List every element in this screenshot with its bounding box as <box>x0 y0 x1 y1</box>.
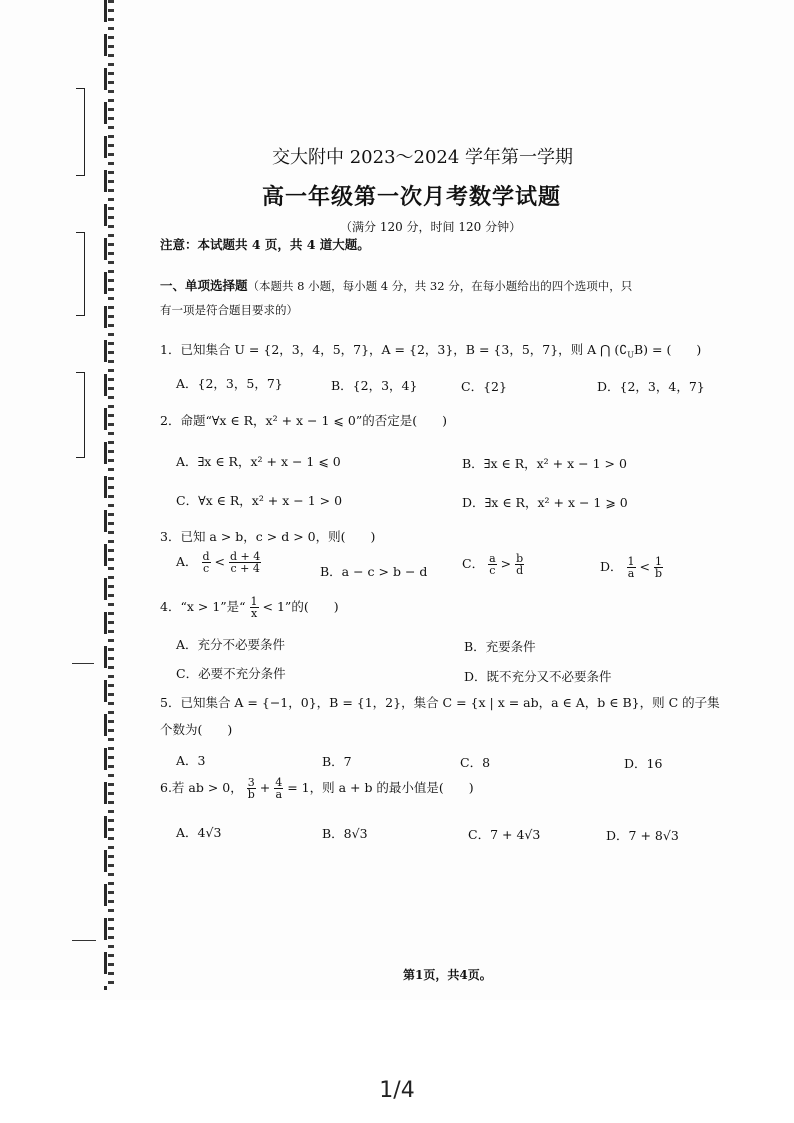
question-1-stem <box>160 340 701 360</box>
score-time-note: （满分 120 分，时间 120 分钟） <box>340 220 522 234</box>
q3-option-d[interactable] <box>600 556 663 579</box>
q6-stem-pre: 6.若 ab > 0， <box>160 780 243 795</box>
q4-option-c[interactable]: C．必要不充分条件 <box>176 666 286 681</box>
frac-num: 3 <box>247 776 255 789</box>
frac-num: 1 <box>627 555 635 568</box>
frac-num: 1 <box>654 555 662 568</box>
question-3-stem: 3．已知 a > b，c > d > 0，则( ) <box>160 529 376 544</box>
frac-den: b <box>247 788 255 801</box>
frac-num: b <box>516 552 524 565</box>
q6-plus: + <box>259 780 271 795</box>
q2-option-b[interactable]: B．∃x ∈ R，x² + x − 1 > 0 <box>462 456 627 471</box>
q6-option-c[interactable]: C．7 + 4√3 <box>468 827 541 842</box>
viewer-area <box>0 1000 794 1123</box>
q6-option-d[interactable]: D．7 + 8√3 <box>606 828 679 843</box>
binding-solid-line <box>104 0 107 990</box>
frac-den: b <box>654 567 663 580</box>
q6-option-a[interactable]: A．4√3 <box>176 825 222 840</box>
q5-option-d[interactable]: D．16 <box>624 756 663 771</box>
frac-num: 1 <box>250 595 258 608</box>
exam-title: 高一年级第一次月考数学试题 <box>262 184 562 210</box>
q1-option-c[interactable]: C．{2} <box>461 379 507 394</box>
page-indicator: 1/4 <box>379 1078 415 1103</box>
frac-den: a <box>275 788 282 801</box>
q5-option-a[interactable]: A．3 <box>176 753 206 768</box>
fraction <box>274 777 283 800</box>
frac-den: d <box>516 564 524 577</box>
q5-option-b[interactable]: B．7 <box>322 754 352 769</box>
frac-num: a <box>489 552 496 565</box>
frac-num: d + 4 <box>230 550 261 563</box>
school-term-title: 交大附中 2023～2024 学年第一学期 <box>272 147 574 168</box>
fraction <box>250 596 259 619</box>
q1-stem-tail: B) = ( ) <box>633 342 702 357</box>
q2-option-c[interactable]: C．∀x ∈ R，x² + x − 1 > 0 <box>176 493 343 508</box>
question-2-stem: 2．命题“∀x ∈ R，x² + x − 1 ⩽ 0”的否定是( ) <box>160 413 447 428</box>
binding-dotted-line <box>108 0 114 990</box>
q1-option-a[interactable]: A．{2，3，5，7} <box>176 376 283 391</box>
q3-option-a-label: A． <box>176 554 198 569</box>
q3a-operator: < <box>214 554 226 569</box>
frac-num: d <box>202 550 210 563</box>
question-5-stem-cont: 个数为( ) <box>160 722 233 737</box>
q1-stem-sub: U <box>627 350 634 360</box>
q3-option-d-label: D． <box>600 559 623 574</box>
fraction <box>654 556 663 579</box>
frac-den: x <box>250 607 258 620</box>
frac-den: c + 4 <box>230 562 260 575</box>
fraction <box>627 556 636 579</box>
fraction <box>247 777 256 800</box>
fraction <box>202 551 211 574</box>
q4-option-b[interactable]: B．充要条件 <box>464 639 536 654</box>
fraction <box>515 553 524 576</box>
q3-option-b[interactable]: B．a − c > b − d <box>320 564 428 579</box>
fraction <box>229 551 261 574</box>
frac-den: c <box>489 564 496 577</box>
q3-option-a[interactable] <box>176 551 261 574</box>
frac-den: a <box>627 567 635 580</box>
q6-option-b[interactable]: B．8√3 <box>322 826 368 841</box>
q2-option-d[interactable]: D．∃x ∈ R，x² + x − 1 ⩾ 0 <box>462 495 628 510</box>
binding-bracket <box>76 372 85 458</box>
section-title: 一、单项选择题 <box>160 278 248 293</box>
binding-bracket <box>76 88 85 176</box>
q6-stem-post: = 1，则 a + b 的最小值是( ) <box>287 780 474 795</box>
q4-option-a[interactable]: A．充分不必要条件 <box>176 637 286 652</box>
question-4-stem <box>160 596 339 619</box>
q2-option-a[interactable]: A．∃x ∈ R，x² + x − 1 ⩽ 0 <box>176 454 341 469</box>
binding-bracket <box>76 232 85 316</box>
binding-dash <box>72 663 94 664</box>
section-heading <box>160 276 632 294</box>
section-desc-cont: 有一项是符合题目要求的） <box>160 303 298 317</box>
q1-stem-text: 1．已知集合 U = {2，3，4，5，7}，A = {2，3}，B = {3，5，7}，则 A ⋂ (∁ <box>160 342 628 357</box>
binding-dash <box>72 940 96 941</box>
q4-option-d[interactable]: D．既不充分又不必要条件 <box>464 669 612 684</box>
frac-num: 4 <box>275 776 283 789</box>
section-desc: （本题共 8 小题，每小题 4 分，共 32 分，在每小题给出的四个选项中，只 <box>247 279 633 293</box>
q5-option-c[interactable]: C．8 <box>460 755 491 770</box>
q1-option-b[interactable]: B．{2，3，4} <box>331 378 418 393</box>
q3c-operator: > <box>500 556 512 571</box>
q3-option-c-label: C． <box>462 556 485 571</box>
fraction <box>488 553 497 576</box>
question-5-stem: 5．已知集合 A = {−1，0}，B = {1，2}，集合 C = {x | x = ab，a ∈ A，b ∈ B}，则 C 的子集 <box>160 695 720 710</box>
q3-option-c[interactable] <box>462 553 524 576</box>
q4-stem-post: < 1”的( ) <box>262 599 339 614</box>
page-footer: 第1页，共4页。 <box>403 968 492 982</box>
q3d-operator: < <box>639 559 650 574</box>
frac-den: c <box>202 562 210 575</box>
question-6-stem <box>160 777 474 800</box>
q1-option-d[interactable]: D．{2，3，4，7} <box>597 379 705 394</box>
notice: 注意：本试题共 4 页，共 4 道大题。 <box>160 237 370 252</box>
q4-stem-pre: 4．“x > 1”是“ <box>160 599 246 614</box>
